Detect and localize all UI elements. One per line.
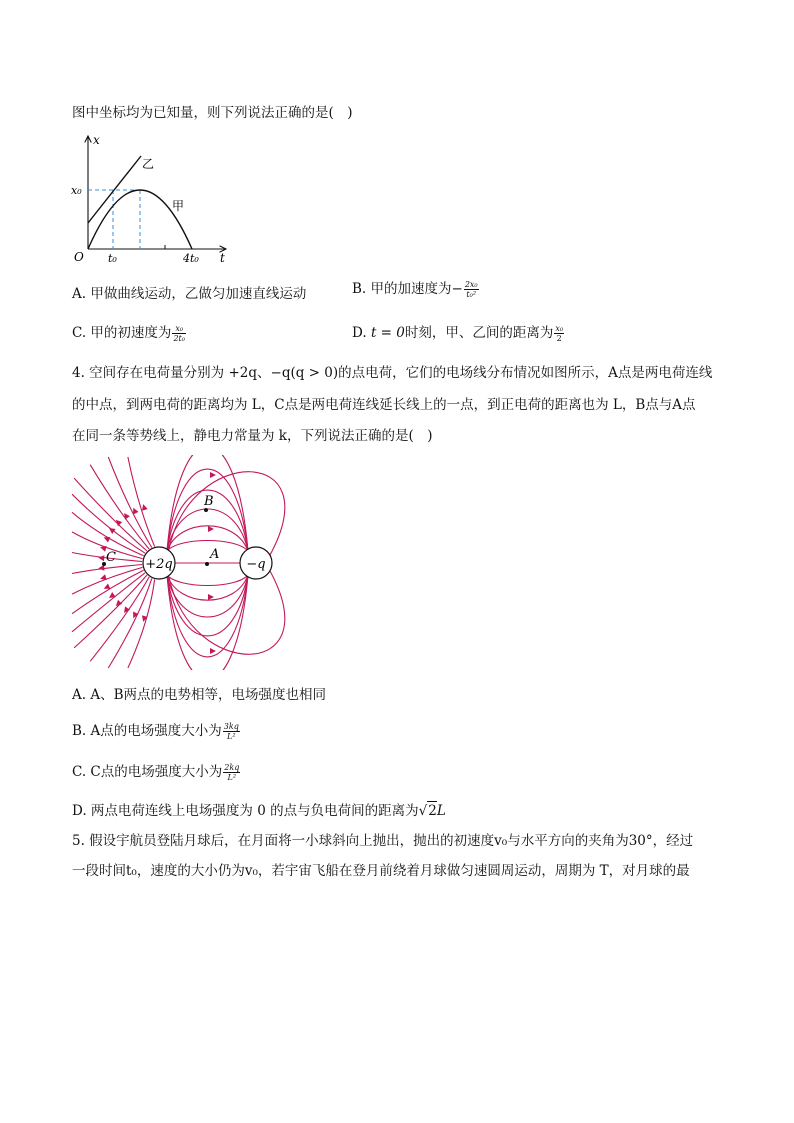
field-line-radial (74, 478, 147, 551)
field-line-connect-lower (167, 575, 248, 600)
q4-positive-charge-label: +2q (145, 557, 173, 572)
q3-option-c-text: C. 甲的初速度为 (72, 325, 172, 341)
field-line-arrow (102, 535, 110, 543)
q4-option-c-frac (223, 763, 240, 782)
q4-negative-charge-label: −q (246, 557, 266, 572)
q3-label-t0: t₀ (108, 252, 117, 265)
q3-option-b-den: t₀² (466, 290, 477, 299)
q4-stem-line-3: 在同一条等势线上，静电力常量为 k，下列说法正确的是( ) (72, 428, 433, 444)
q3-label-t: t (220, 251, 225, 265)
field-line-arrow (98, 555, 105, 562)
q3-option-c-num: x₀ (172, 324, 186, 334)
q5-stem-line-1: 5. 假设宇航员登陆月球后，在月面将一小球斜向上抛出，抛出的初速度v₀与水平方向的夹角为30°，经过 (72, 833, 694, 849)
field-line-arrow (210, 648, 216, 654)
field-line-connect-upper (167, 526, 248, 551)
q3-option-b-text: B. 甲的加速度为− (352, 281, 463, 297)
q4-option-b-text: B. A点的电场强度大小为 (72, 723, 222, 739)
q3-stem: 图中坐标均为已知量，则下列说法正确的是( ) (72, 105, 353, 121)
q4-option-a: A. A、B两点的电势相等，电场强度也相同 (72, 687, 327, 703)
field-line-arrow (114, 600, 122, 608)
q3-option-c (72, 324, 187, 343)
q4-option-d-radicand: 2 (428, 803, 437, 819)
q3-option-d-prefix: D. (352, 325, 371, 341)
q3-label-origin: O (74, 250, 84, 264)
q3-option-b-frac (464, 280, 479, 299)
q3-label-4t0: 4t₀ (183, 252, 199, 265)
field-line-radial (72, 570, 144, 614)
q3-option-d-num: x₀ (555, 324, 564, 333)
q3-label-jia: 甲 (172, 199, 185, 213)
field-line-connect-lower (167, 575, 248, 670)
field-line-radial (128, 579, 155, 668)
q3-option-b-num: 2x₀ (464, 280, 478, 289)
q3-label-x0: x₀ (71, 184, 82, 197)
q3-option-d (352, 324, 565, 343)
q3-option-d-frac (554, 324, 564, 343)
q4-option-c (72, 763, 241, 782)
q3-option-c-den: 2t₀ (173, 334, 185, 343)
q4-option-b-frac (223, 722, 240, 741)
q3-option-b (352, 280, 480, 299)
q4-option-b-num: 3kq (223, 722, 239, 731)
field-line-connect-lower (167, 575, 248, 586)
q4-stem-line-2: 的中点，到两电荷的距离均为 L，C点是两电荷连线延长线上的一点，到正电荷的距离也为 L，B点与A点 (72, 397, 696, 413)
q4-option-b-den: L² (227, 732, 236, 741)
q4-point-a (205, 562, 209, 566)
field-line-radial (108, 457, 152, 548)
field-line-arrow (114, 518, 122, 526)
q4-label-c: C (106, 550, 116, 565)
field-line-radial (72, 494, 145, 553)
q4-stem-line-1: 4. 空间存在电荷量分别为 +2q、−q(q > 0)的点电荷，它们的电场线分布情况如图所示，A点是两电荷连线 (72, 365, 713, 381)
q4-label-b: B (204, 494, 214, 509)
q3-option-d-den: 2 (556, 334, 562, 343)
q5-stem-line-2: 一段时间t₀，速度的大小仍为v₀，若宇宙飞船在登月前绕着月球做匀速圆周运动，周期为 T，对月球的最 (72, 863, 690, 879)
field-line-radial (74, 575, 147, 648)
q4-field-line-figure (70, 455, 320, 670)
q3-label-yi: 乙 (142, 157, 155, 171)
q4-option-c-num: 2kq (224, 763, 240, 772)
q4-option-d (72, 801, 446, 820)
q3-option-d-text: 时刻，甲、乙间的距离为 (404, 325, 554, 341)
field-line-arrow (210, 472, 216, 478)
field-line-arrow (208, 526, 214, 532)
q3-option-c-frac (172, 324, 186, 343)
field-line-arrow (208, 594, 214, 600)
field-line-radial (128, 457, 155, 547)
q3-label-x: x (93, 133, 100, 147)
sqrt-symbol-icon: √ (418, 803, 428, 819)
q3-xt-graph (68, 128, 238, 268)
q4-option-c-den: L² (227, 773, 237, 782)
q4-option-d-text: D. 两点电荷连线上电场强度为 0 的点与负电荷间的距离为 (72, 803, 419, 819)
q4-option-d-unit: L (436, 803, 446, 819)
q3-option-a: A. 甲做曲线运动，乙做匀加速直线运动 (72, 286, 307, 302)
q3-option-d-math: t = 0 (370, 325, 405, 341)
field-line-radial (72, 565, 142, 574)
q4-option-b (72, 722, 241, 741)
q4-label-a: A (210, 547, 220, 562)
q4-option-c-text: C. C点的电场强度大小为 (72, 764, 223, 780)
field-line-connect-upper (167, 541, 248, 552)
